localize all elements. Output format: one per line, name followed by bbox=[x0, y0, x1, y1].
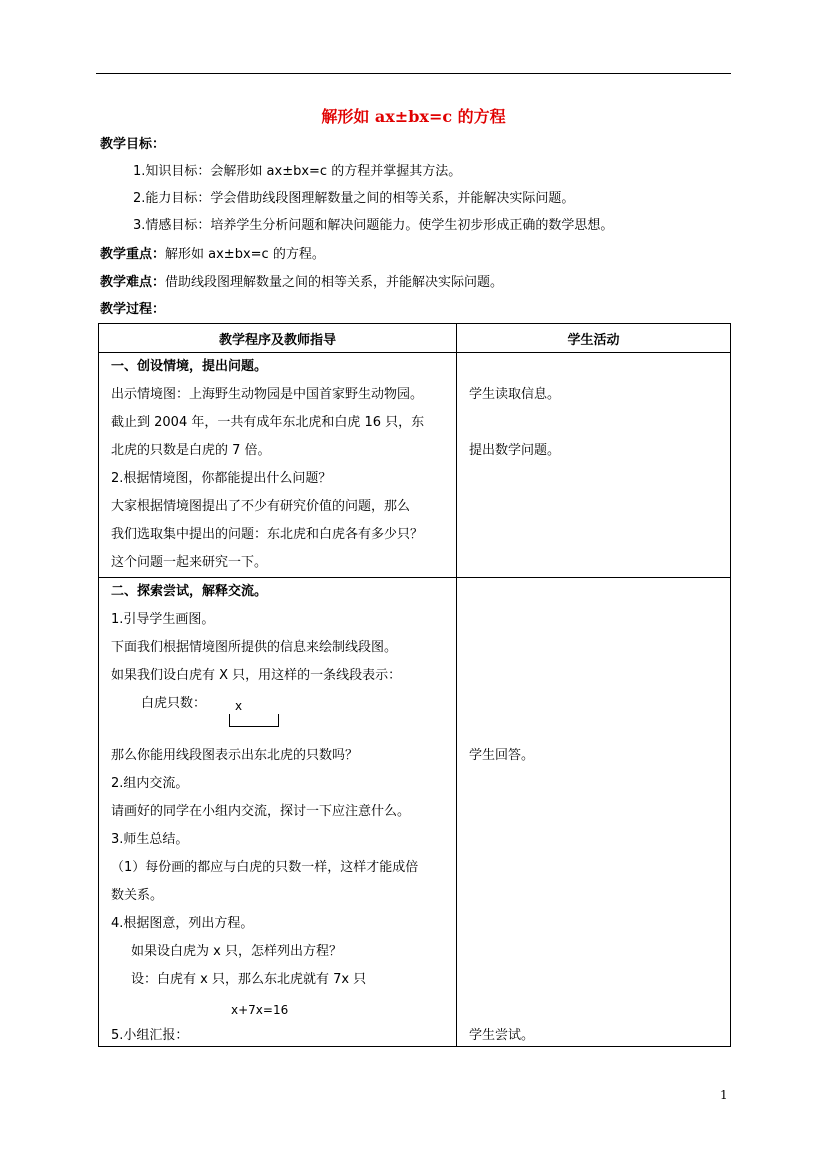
section1-heading: 一、创设情境，提出问题。 bbox=[111, 359, 268, 374]
section2-line: （1）每份画的都应与白虎的只数一样，这样才能成倍 bbox=[111, 860, 419, 875]
key-point-label: 教学重点： bbox=[100, 247, 166, 262]
student-activity: 学生读取信息。 bbox=[469, 387, 561, 402]
diagram-label: 白虎只数： bbox=[141, 696, 207, 711]
process-heading: 教学过程： bbox=[100, 302, 166, 317]
section1-student-cell bbox=[457, 353, 731, 578]
section1-line: 这个问题一起来研究一下。 bbox=[111, 555, 268, 570]
section1-line: 截止到 2004 年，一共有成年东北虎和白虎 16 只，东 bbox=[111, 415, 425, 430]
header-student: 学生活动 bbox=[457, 324, 731, 353]
section1-line: 2.根据情境图，你都能提出什么问题？ bbox=[111, 471, 332, 486]
table-row bbox=[99, 578, 731, 1047]
diagram-variable: x bbox=[235, 699, 243, 713]
difficulty bbox=[100, 273, 503, 293]
student-activity: 提出数学问题。 bbox=[469, 443, 561, 458]
difficulty-text: 借助线段图理解数量之间的相等关系，并能解决实际问题。 bbox=[165, 275, 504, 290]
section2-line: 下面我们根据情境图所提供的信息来绘制线段图。 bbox=[111, 640, 398, 655]
section1-line: 北虎的只数是白虎的 7 倍。 bbox=[111, 443, 271, 458]
section2-line: 1.引导学生画图。 bbox=[111, 612, 215, 627]
equation: x+7x=16 bbox=[231, 1003, 289, 1017]
student-activity: 学生尝试。 bbox=[469, 1028, 535, 1043]
goals-heading: 教学目标： bbox=[100, 137, 166, 152]
key-point-text: 解形如 ax±bx=c 的方程。 bbox=[165, 247, 325, 262]
header-teacher: 教学程序及教师指导 bbox=[99, 324, 457, 353]
goal-1: 1.知识目标：会解形如 ax±bx=c 的方程并掌握其方法。 bbox=[133, 164, 462, 179]
difficulty-label: 教学难点： bbox=[100, 275, 166, 290]
page-number: 1 bbox=[720, 1088, 728, 1102]
section2-teacher-cell bbox=[99, 578, 457, 1047]
section2-heading: 二、探索尝试，解释交流。 bbox=[111, 584, 268, 599]
goal-2: 2.能力目标：学会借助线段图理解数量之间的相等关系，并能解决实际问题。 bbox=[133, 191, 575, 206]
page-title: 解形如 ax±bx=c 的方程 bbox=[321, 107, 506, 126]
section2-line: 那么你能用线段图表示出东北虎的只数吗？ bbox=[111, 748, 359, 763]
table-header-row bbox=[99, 324, 731, 353]
section2-report: 5.小组汇报： bbox=[111, 1028, 189, 1043]
section1-line: 大家根据情境图提出了不少有研究价值的问题，那么 bbox=[111, 499, 411, 514]
goal-3: 3.情感目标：培养学生分析问题和解决问题能力。使学生初步形成正确的数学思想。 bbox=[133, 218, 614, 233]
lesson-table bbox=[98, 323, 731, 1047]
section2-student-cell bbox=[457, 578, 731, 1047]
section1-teacher-cell bbox=[99, 353, 457, 578]
section2-line: 如果我们设白虎有 X 只，用这样的一条线段表示： bbox=[111, 668, 402, 683]
section2-line: 数关系。 bbox=[111, 888, 164, 903]
section2-setup: 设：白虎有 x 只，那么东北虎就有 7x 只 bbox=[131, 972, 367, 987]
line-segment-diagram bbox=[229, 714, 279, 727]
section1-line: 出示情境图：上海野生动物园是中国首家野生动物园。 bbox=[111, 387, 424, 402]
section2-line: 请画好的同学在小组内交流，探讨一下应注意什么。 bbox=[111, 804, 411, 819]
section2-line: 4.根据图意，列出方程。 bbox=[111, 916, 254, 931]
section2-line: 3.师生总结。 bbox=[111, 832, 189, 847]
student-activity: 学生回答。 bbox=[469, 748, 535, 763]
table-row bbox=[99, 353, 731, 578]
section1-line: 我们选取集中提出的问题：东北虎和白虎各有多少只？ bbox=[111, 527, 424, 542]
key-point bbox=[100, 245, 325, 265]
section2-question: 如果设白虎为 x 只，怎样列出方程？ bbox=[131, 944, 342, 959]
header-rule bbox=[96, 73, 731, 74]
section2-line: 2.组内交流。 bbox=[111, 776, 189, 791]
